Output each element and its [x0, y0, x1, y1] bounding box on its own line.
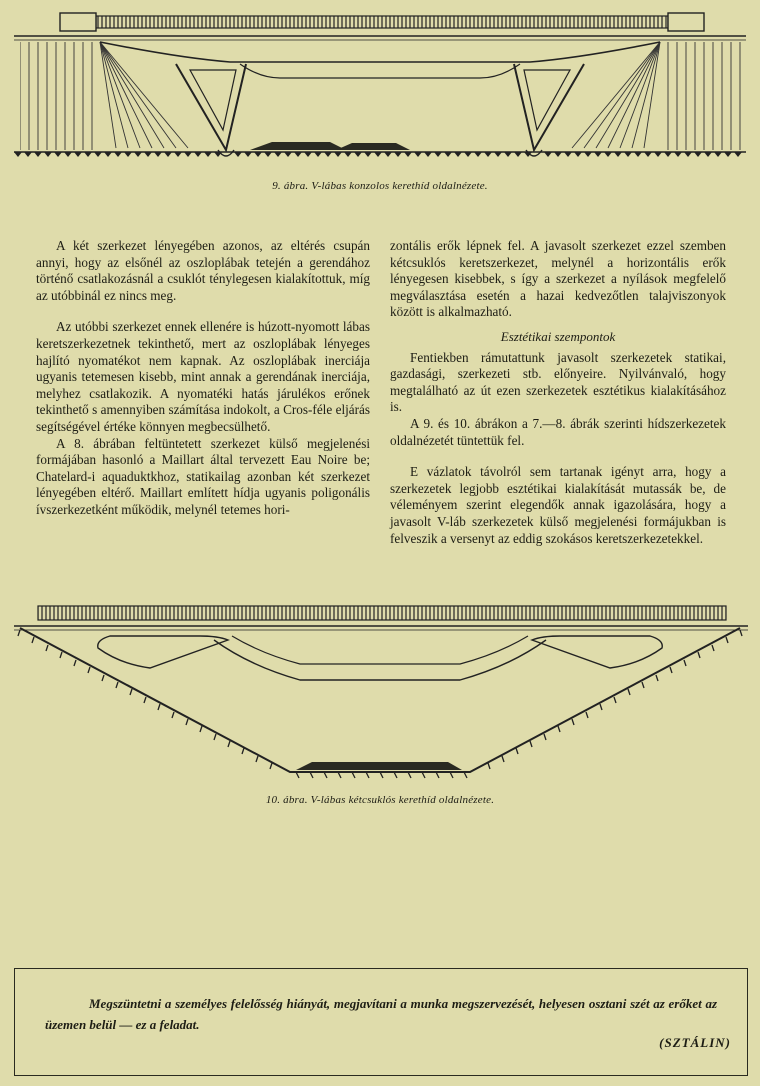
quote-box [14, 968, 748, 1076]
right-paragraph-2: A 9. és 10. ábrákon a 7.—8. ábrák szerinti hídszerkezetek oldalnézetét tüntettük fel. [390, 415, 726, 448]
right-column [390, 238, 726, 547]
right-paragraph-3: E vázlatok távolról sem tartanak igényt arra, hogy a szerkezetek legjobb esztétikai kialakítását mutassák be, de véleményem szerint elegendők annak igazolására, hogy a javasolt V-láb szerkezetek külső megjelenési formájukban is felveszik a versenyt az eddig szokásos keretszerkezetekkel. [390, 464, 726, 546]
quote-text: Megszüntetni a személyes felelősség hiányát, megjavítani a munka megszervezését, helyesen osztani szét az erőket az üzemen belül — ez a feladat. [45, 996, 717, 1032]
figure-10-caption: 10. ábra. V-lábas kétcsuklós kerethíd oldalnézete. [265, 794, 495, 806]
quote-author: (SZTÁLIN) [659, 1035, 731, 1050]
left-column [36, 238, 370, 519]
right-continuation: zontális erők lépnek fel. A javasolt szerkezet ezzel szemben kétcsuklós keretszerkezet, melynél a horizontális erők lényegesen kisebbek, s így a szerkezet a nyílások megfelelő megválasztása esetén a hazai kedvezőtlen talajviszonyok között is alkalmazható. [390, 238, 726, 320]
section-heading: Esztétikai szempontok [500, 328, 616, 344]
figure-10-drawing [0, 596, 760, 796]
right-paragraph-1: Fentiekben rámutattunk javasolt szerkezetek statikai, gazdasági, szerkezeti stb. előnyeire. Nyilvánvaló, hogy megtalálható az út ezen szerkezetek esztétikus kialakításához is. [390, 349, 726, 415]
left-paragraph-1: A két szerkezet lényegében azonos, az eltérés csupán annyi, hogy az elsőnél az oszloplábak tetején a gerendához történő csatlakozásnál a csuklót ténylegesen kialakítottuk, míg az utóbbinál ez nincs meg. [36, 238, 370, 303]
left-paragraph-3: A 8. ábrában feltüntetett szerkezet külső megjelenési formájában hasonló a Maillart által tervezett Eau Noire be; Chatelard-i aquaduktkhoz, statikailag azonban két szerkezet lényegében eltérő. Maillart említett hídja ugyanis poligonális ívszerkezetként működik, melynél tetemes hori- [36, 435, 370, 517]
figure-9-caption: 9. ábra. V-lábas konzolos kerethíd oldalnézete. [272, 180, 488, 192]
figure-9-drawing [0, 0, 760, 200]
left-paragraph-2: Az utóbbi szerkezet ennek ellenére is húzott-nyomott lábas keretszerkezetnek tekinthető, mert az oszloplábak lényeges hajlító nyomatékot nem kapnak. Az oszloplábak inerciája ugyanis tetemesen kisebb, mint annak a gerendának inerciája, melyhez csatlakozik. A nyomatéki hatás járulékos erőnek tekinthető s amennyiben számítása indokolt, a Cros-féle eljárás segítségével értéke könnyen megbecsülhető. [36, 319, 370, 434]
